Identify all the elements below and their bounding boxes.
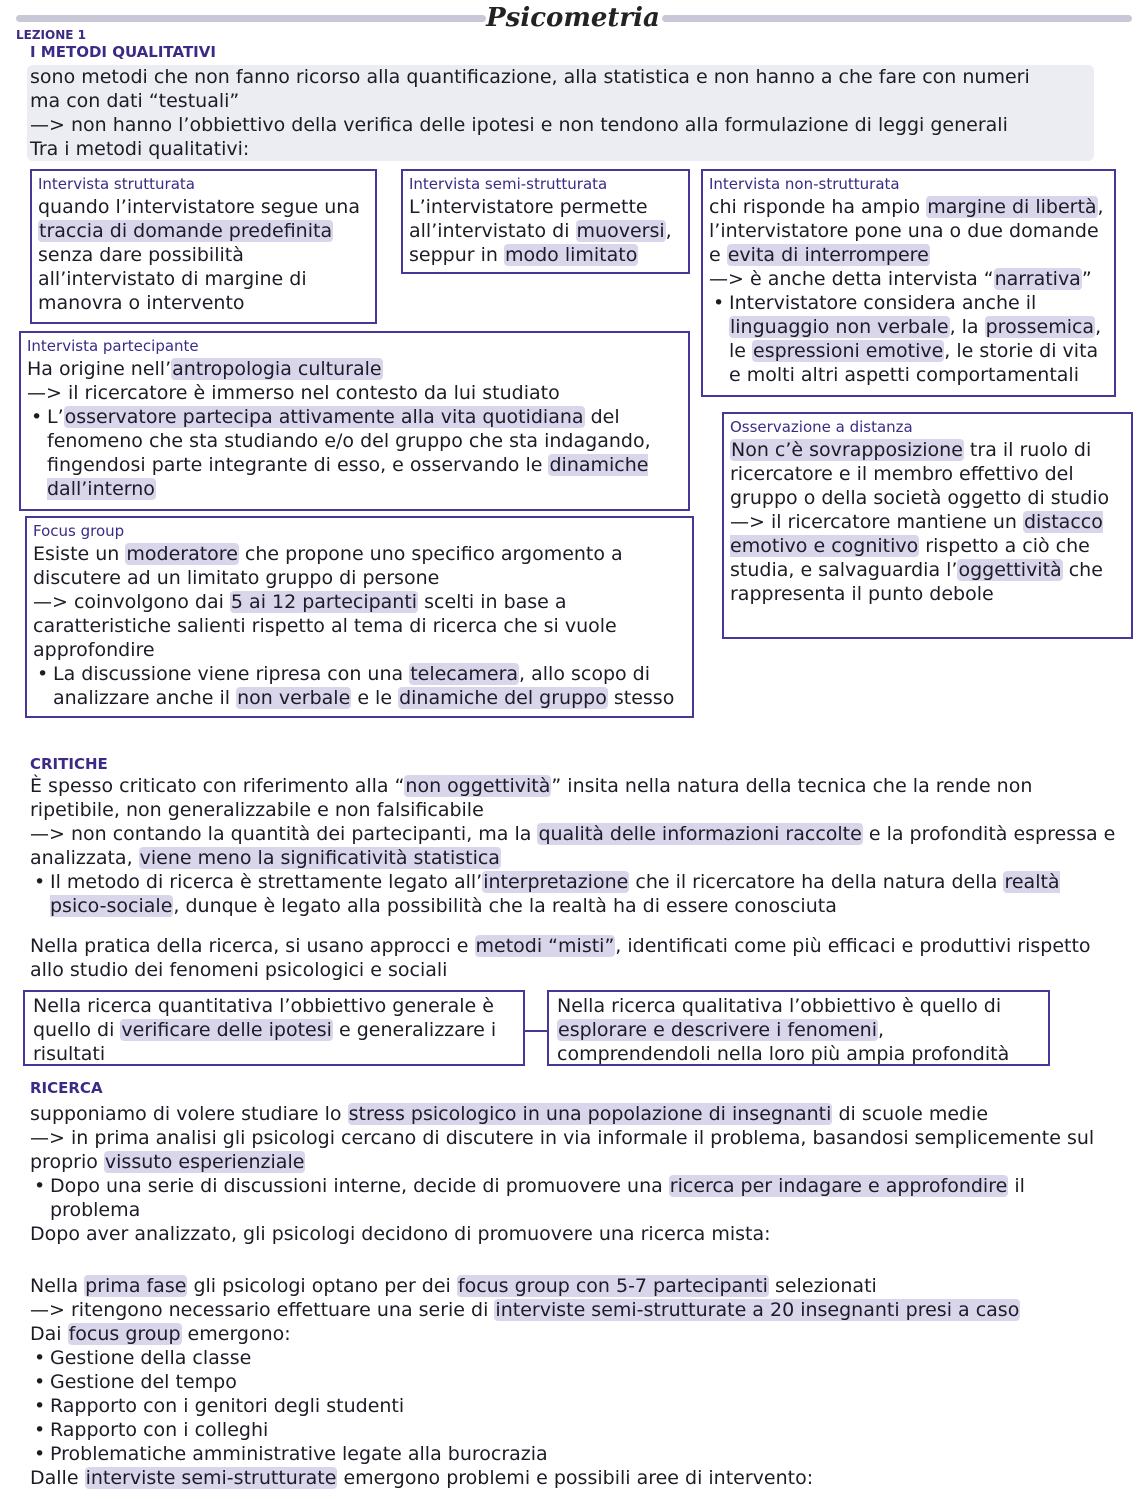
highlight: prima fase	[85, 1275, 187, 1297]
text: , le	[729, 316, 1102, 362]
box-title: Intervista semi-strutturata	[409, 175, 608, 193]
header-rule-left	[16, 15, 486, 22]
highlight: Non c’è sovrapposizione	[731, 439, 963, 461]
section-title: I METODI QUALITATIVI	[30, 43, 216, 61]
text: L’intervistatore permette all’intervistato di	[409, 196, 648, 242]
text: Esiste un	[33, 543, 126, 565]
text: Dalle	[30, 1467, 85, 1489]
box-title: Focus group	[33, 522, 125, 540]
box-focus-group	[25, 516, 694, 718]
box-intervista-partecipante	[19, 331, 690, 511]
text: —> coinvolgono dai	[33, 591, 230, 613]
box-intervista-non-strutturata	[701, 169, 1116, 397]
box-title: Intervista partecipante	[27, 337, 199, 355]
text: che il ricercatore ha della natura della	[629, 871, 1004, 893]
bullet-item	[30, 1174, 1120, 1222]
highlight: vissuto esperienziale	[104, 1151, 305, 1173]
text: quando l’intervistatore segue una	[38, 196, 360, 218]
text: emergono problemi e possibili aree di intervento:	[337, 1467, 814, 1489]
bullet-item	[27, 405, 682, 501]
text: La discussione viene ripresa con una	[53, 663, 410, 685]
text: È spesso criticato con riferimento alla “	[30, 775, 405, 797]
text: , identificati come più efficaci e produttivi rispetto allo studio dei fenomeni psicologici e sociali	[30, 935, 1091, 981]
bullet-item	[709, 291, 1108, 387]
text: stesso	[607, 687, 675, 709]
text: che propone uno specifico argomento a discutere ad un limitato gruppo di persone	[33, 543, 623, 589]
box-body	[403, 195, 688, 267]
highlight: focus group	[68, 1323, 181, 1345]
text: , comprendendoli nella loro più ampia profondità	[557, 1019, 1010, 1065]
text: Nella ricerca qualitativa l’obbiettivo è quello di	[557, 995, 1002, 1017]
list-item: • Rapporto con i colleghi	[30, 1418, 1120, 1442]
text: e generalizzare i risultati	[33, 1019, 497, 1065]
highlight: viene meno la significatività statistica	[139, 847, 500, 869]
highlight: distacco emotivo e cognitivo	[730, 511, 1103, 557]
list-item: • Problematiche amministrative legate alla burocrazia	[30, 1442, 1120, 1466]
text: supponiamo di volere studiare lo	[30, 1103, 348, 1125]
highlight: interpretazione	[483, 871, 629, 893]
text: Dopo una serie di discussioni interne, decide di promuovere una	[50, 1175, 669, 1197]
highlight: narrativa	[994, 268, 1081, 290]
box-body	[724, 438, 1131, 606]
intro-line: Tra i metodi qualitativi:	[30, 138, 250, 160]
box-title: Intervista strutturata	[38, 175, 195, 193]
box-body	[27, 542, 692, 710]
text: , l’intervistatore pone una o due domande e	[709, 196, 1104, 266]
highlight: 5 ai 12 partecipanti	[230, 591, 418, 613]
highlight: evita di interrompere	[727, 244, 929, 266]
text: , le storie di vita e molti altri aspetti comportamentali	[729, 340, 1099, 386]
highlight: modo limitato	[504, 244, 638, 266]
highlight: interviste semi-strutturate a 20 insegnanti presi a caso	[495, 1299, 1020, 1321]
highlight: metodi “misti”	[475, 935, 615, 957]
box-body	[21, 357, 688, 501]
box-osservazione-distanza	[722, 412, 1133, 639]
text: selezionati	[768, 1275, 877, 1297]
critiche-text	[30, 774, 1120, 918]
highlight: non verbale	[237, 687, 351, 709]
text: ” insita nella natura della tecnica che la rende non ripetibile, non generalizzabile e non falsificabile	[30, 775, 1033, 821]
highlight: telecamera	[410, 663, 519, 685]
highlight: margine di libertà	[927, 196, 1097, 218]
intro-line: ma con dati “testuali”	[30, 90, 240, 112]
text: Nella	[30, 1275, 85, 1297]
highlight: non oggettività	[405, 775, 551, 797]
text: il problema	[50, 1175, 1025, 1221]
highlight: linguaggio non verbale	[730, 316, 949, 338]
box-title: Osservazione a distanza	[730, 418, 913, 436]
text: ”	[1081, 268, 1092, 290]
text: emergono:	[181, 1323, 291, 1345]
highlight: ricerca per indagare e approfondire	[669, 1175, 1008, 1197]
text: —> il ricercatore è immerso nel contesto da lui studiato	[27, 382, 560, 404]
box-body	[703, 195, 1114, 387]
intro-text	[30, 65, 1120, 161]
text: Nella pratica della ricerca, si usano approcci e	[30, 935, 475, 957]
text: Dopo aver analizzato, gli psicologi decidono di promuovere una ricerca mista:	[30, 1223, 771, 1245]
highlight: dinamiche dall’interno	[47, 454, 649, 500]
metodi-misti-paragraph	[30, 934, 1120, 982]
highlight: verificare delle ipotesi	[121, 1019, 332, 1041]
box-intervista-semi-strutturata	[401, 169, 690, 274]
text: —> in prima analisi gli psicologi cercano di discutere in via informale il problema, basandosi semplicemente sul proprio	[30, 1127, 1095, 1173]
lesson-label: LEZIONE 1	[16, 28, 86, 42]
box-ricerca-qualitativa	[547, 990, 1050, 1066]
highlight: oggettività	[958, 559, 1062, 581]
page-title: Psicometria	[486, 3, 660, 33]
text: L’	[47, 406, 64, 428]
text: , dunque è legato alla possibilità che la realtà ha di essere conosciuta	[173, 895, 837, 917]
box-title: Intervista non-strutturata	[709, 175, 900, 193]
text: Dai	[30, 1323, 68, 1345]
highlight: traccia di domande predefinita	[39, 220, 333, 242]
text: del fenomeno che sta studiando e/o del gruppo che sta indagando, fingendosi parte integrante di esso, e osservando le	[47, 406, 651, 476]
text: scelti in base a caratteristiche salienti rispetto al tema di ricerca che si vuole approfondire	[33, 591, 617, 661]
list-item: • Gestione del tempo	[30, 1370, 1120, 1394]
highlight: prossemica	[985, 316, 1095, 338]
highlight: dinamiche del gruppo	[399, 687, 607, 709]
bullet-item	[30, 870, 1120, 918]
highlight: muoversi	[576, 220, 665, 242]
text: —> è anche detta intervista “	[709, 268, 994, 290]
text: rispetto a ciò che studia, e salvaguardia l’	[730, 535, 1090, 581]
ricerca-text	[30, 1102, 1120, 1246]
text: e la profondità espressa e analizzata,	[30, 823, 1116, 869]
text: gli psicologi optano per dei	[187, 1275, 457, 1297]
highlight: espressioni emotive	[753, 340, 944, 362]
ricerca-fasi	[30, 1274, 1120, 1490]
text: Intervistatore considera anche il	[729, 292, 1037, 314]
intro-line: sono metodi che non fanno ricorso alla quantificazione, alla statistica e non hanno a che fare con numeri	[30, 66, 1030, 88]
text: di scuole medie	[832, 1103, 989, 1125]
highlight: antropologia culturale	[172, 358, 382, 380]
compare-connector	[524, 1030, 548, 1032]
text: —> il ricercatore mantiene un	[730, 511, 1023, 533]
highlight: moderatore	[126, 543, 238, 565]
highlight: focus group con 5-7 partecipanti	[457, 1275, 768, 1297]
critiche-heading: CRITICHE	[30, 755, 108, 773]
box-ricerca-quantitativa	[23, 990, 525, 1066]
text: tra il ruolo di ricercatore e il membro effettivo del gruppo o della società oggetto di studio	[730, 439, 1110, 509]
highlight: qualità delle informazioni raccolte	[538, 823, 862, 845]
text: chi risponde ha ampio	[709, 196, 927, 218]
text: —> ritengono necessario effettuare una serie di	[30, 1299, 495, 1321]
text: Il metodo di ricerca è strettamente legato all’	[50, 871, 483, 893]
text: —> non contando la quantità dei partecipanti, ma la	[30, 823, 538, 845]
bullet-item	[33, 662, 686, 710]
text: , seppur in	[409, 220, 672, 266]
highlight: esplorare e descrivere i fenomeni	[558, 1019, 877, 1041]
box-body	[32, 195, 375, 315]
text: Ha origine nell’	[27, 358, 172, 380]
highlight: osservatore partecipa attivamente alla vita quotidiana	[64, 406, 584, 428]
list-item: • Gestione della classe	[30, 1346, 1120, 1370]
text: senza dare possibilità all’intervistato di margine di manovra o intervento	[38, 244, 307, 314]
highlight: interviste semi-strutturate	[85, 1467, 337, 1489]
text: Nella ricerca quantitativa l’obbiettivo generale è quello di	[33, 995, 494, 1041]
text: che rappresenta il punto debole	[730, 559, 1103, 605]
intro-line: —> non hanno l’obbiettivo della verifica delle ipotesi e non tendono alla formulazione di leggi generali	[30, 114, 1008, 136]
list-item: • Rapporto con i genitori degli studenti	[30, 1394, 1120, 1418]
text: , allo scopo di analizzare anche il	[53, 663, 651, 709]
header-rule-right	[662, 15, 1132, 22]
text: , la	[949, 316, 985, 338]
highlight: realtà psico-sociale	[50, 871, 1060, 917]
text: e le	[351, 687, 399, 709]
box-intervista-strutturata	[30, 169, 377, 324]
highlight: stress psicologico in una popolazione di insegnanti	[348, 1103, 832, 1125]
ricerca-heading: RICERCA	[30, 1079, 103, 1097]
